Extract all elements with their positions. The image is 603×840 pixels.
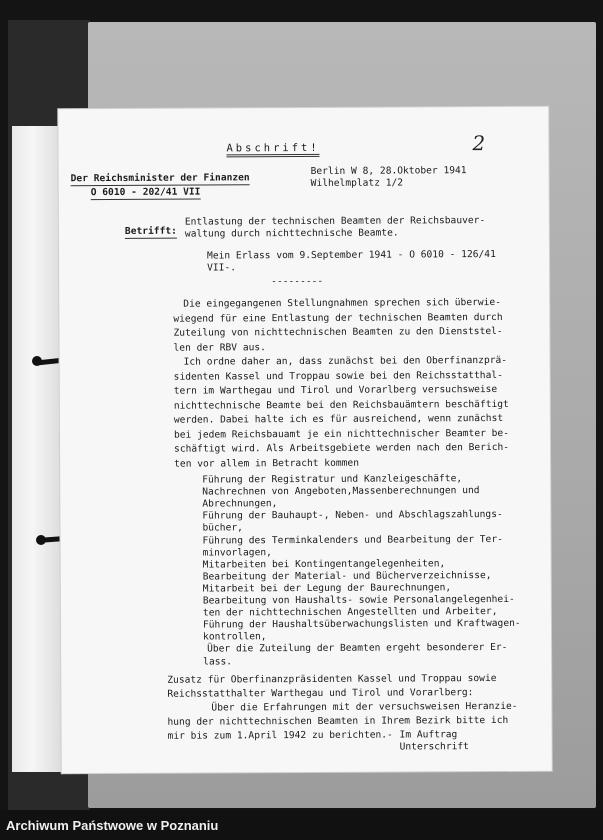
addendum-line: Über die Erfahrungen mit der versuchsweisen Heranzie- xyxy=(211,700,518,714)
work-area-item: Führung der Registratur und Kanzleigeschäfte, xyxy=(202,473,463,486)
binder-ring-bottom xyxy=(36,535,46,545)
paragraph-line: schäftigt wird. Als Arbeitsgebiete werden nach den Berich- xyxy=(174,441,510,455)
work-area-item: lass. xyxy=(203,655,233,668)
document-heading: Abschrift! xyxy=(226,142,319,157)
work-area-item: Führung der Bauhaupt-, Neben- und Abschlagszahlungs- xyxy=(202,509,503,522)
paragraph-line: werden. Dabei halte ich es für ausreichend, wenn zunächst xyxy=(173,412,504,426)
paragraph-line: Zuteilung von nichttechnischen Beamten zu den Dienststel- xyxy=(173,325,503,339)
subject-line-2: waltung durch nichttechnische Beamte. xyxy=(184,227,399,240)
paragraph-line: nichttechnische Beamte bei den Reichsbauämtern beschäftigt xyxy=(173,398,509,412)
addendum-line: Zusatz für Oberfinanzpräsidenten Kassel und Troppau sowie xyxy=(167,673,497,686)
handwritten-page-number: 2 xyxy=(472,131,486,156)
paragraph-line: Die eingegangenen Stellungnahmen sprechen sich überwie- xyxy=(183,296,501,310)
paragraph-line: Ich ordne daher an, dass zunächst bei den Oberfinanzprä- xyxy=(183,354,508,368)
archive-footer xyxy=(0,810,603,840)
paragraph-line: bei jedem Reichsbauamt je ein nichttechnischer Beamter be- xyxy=(173,427,510,441)
work-area-item: Führung des Terminkalenders und Bearbeitung der Ter- xyxy=(202,533,503,547)
work-area-item: Führung der Haushaltsüberwachungslisten und Kraftwagen- xyxy=(202,618,521,631)
paragraph-line: sidenten Kassel und Troppau sowie bei den Reichsstatthal- xyxy=(173,369,503,383)
address: Wilhelmplatz 1/2 xyxy=(310,177,404,189)
paragraph-line: wiegend für eine Entlastung der technischen Beamten durch xyxy=(173,311,503,325)
work-area-item: bücher, xyxy=(202,522,243,534)
folder-spine-strip xyxy=(12,126,63,772)
document-page xyxy=(58,107,551,774)
archive-credit: Archiwum Państwowe w Poznaniu xyxy=(6,818,219,833)
work-area-item: Bearbeitung von Haushalts- sowie Personalangelegenhei- xyxy=(202,593,515,607)
closing-signature: Unterschrift xyxy=(399,741,469,753)
paragraph-line: ten vor allem in Betracht kommen xyxy=(174,457,359,470)
work-area-item: kontrollen, xyxy=(203,631,267,643)
paragraph-line: tern im Warthegau und Tirol und Vorarlberg versuchsweise xyxy=(173,383,498,397)
work-area-item: Mitarbeit bei der Legung der Baurechnungen, xyxy=(202,582,452,595)
work-area-item: ten der nichttechnischen Angestellten und Arbeiter, xyxy=(202,606,498,619)
subject-label: Betrifft: xyxy=(124,225,177,237)
work-area-item: Bearbeitung der Material- und Bücherverzeichnisse, xyxy=(202,569,492,583)
addendum-line: Reichsstatthalter Warthegau und Tirol und Vorarlberg: xyxy=(167,687,474,700)
addendum-line: mir bis zum 1.April 1942 zu berichten.- xyxy=(167,729,393,742)
sender-file-number: O 6010 - 202/41 VII xyxy=(90,186,201,199)
sender-name: Der Reichsminister der Finanzen xyxy=(70,172,250,185)
reference-line-1: Mein Erlass vom 9.September 1941 - O 6010 - 126/41 xyxy=(207,248,496,262)
work-area-item: Abrechnungen, xyxy=(202,498,278,510)
work-area-item: Über die Zuteilung der Beamten ergeht besonderer Er- xyxy=(207,642,508,655)
work-area-item: Mitarbeiten bei Kontingentangelegenheiten, xyxy=(202,557,446,571)
place-date: Berlin W 8, 28.Oktober 1941 xyxy=(310,165,467,177)
reference-line-2: VII-. xyxy=(207,262,237,274)
work-area-item: minvorlagen, xyxy=(202,546,272,559)
work-area-item: Nachrechnen von Angeboten,Massenberechnungen und xyxy=(202,485,480,498)
addendum-line: hung der nichttechnischen Beamten in Ihrem Bezirk bitte ich xyxy=(167,714,509,728)
binder-ring-top xyxy=(32,356,42,366)
closing-im-auftrag: Im Auftrag xyxy=(399,729,458,741)
paragraph-line: len der RBV aus. xyxy=(173,341,266,354)
separator: --------- xyxy=(271,275,324,288)
subject-line-1: Entlastung der technischen Beamten der Reichsbauver- xyxy=(184,215,486,228)
